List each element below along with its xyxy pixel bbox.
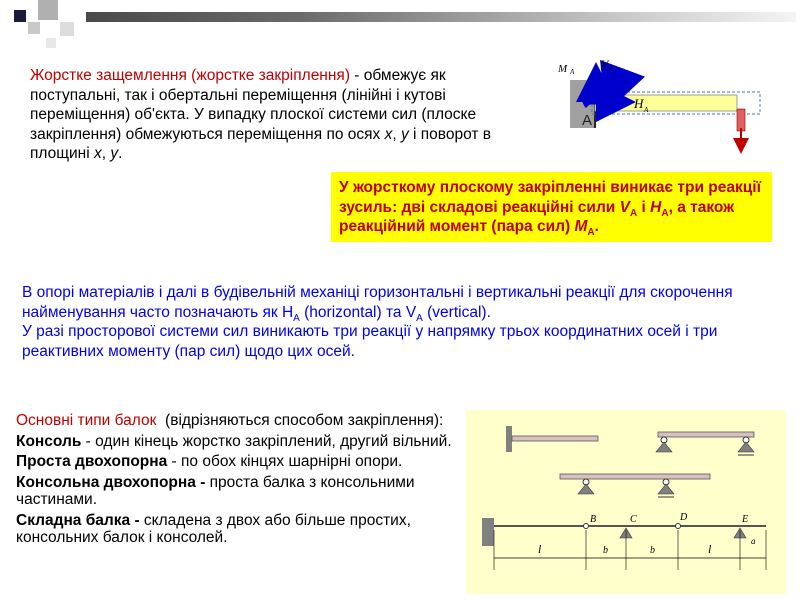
intro-comma-1: , [392, 125, 401, 143]
notation-h-word: (horizontal) та V [299, 303, 417, 321]
overhang-beam [560, 474, 710, 479]
reactions-v: V [619, 198, 630, 216]
beam-types-list [16, 412, 466, 550]
simple-beam [658, 432, 754, 437]
beam-type-desc: - один кінець жорстко закріплений, другий вільний. [81, 432, 452, 450]
reactions-and: і [637, 198, 651, 216]
label-point-a: A [582, 112, 593, 129]
reactions-end: . [594, 218, 599, 236]
intro-text-b: і поворот в площині [30, 125, 492, 163]
header-square-dark [14, 10, 26, 22]
reactions-v-sub: A [630, 207, 638, 219]
compound-hinge-d [676, 524, 681, 529]
label-vertical: V [601, 57, 609, 71]
label-c: C [630, 514, 637, 525]
beam-type-compound [16, 512, 466, 547]
label-horizontal: H [634, 96, 644, 111]
dim-label-a: a [751, 536, 756, 546]
intro-axis-x2: х [93, 145, 102, 163]
beam-type-overhang [16, 474, 466, 509]
beam-type-simple [16, 453, 466, 471]
cantilever-wall [506, 426, 512, 452]
reactions-text-b: , а також реакційний момент (пара сил) [339, 198, 735, 236]
notation-v-sub: A [416, 312, 423, 324]
load-stem [737, 109, 745, 131]
dim-label-b2: b [650, 545, 655, 556]
label-moment-sub: A [570, 68, 575, 76]
header-square-grey [38, 0, 58, 20]
intro-comma-2: , [101, 145, 111, 163]
label-d: D [680, 512, 688, 523]
reactions-m-sub: A [587, 227, 595, 239]
reactions-h-sub: A [661, 207, 669, 219]
header-square-light [28, 22, 40, 34]
beam-type-desc: проста балка з консольними частинами. [16, 473, 415, 508]
label-horizontal-sub: A [644, 106, 649, 114]
intro-paragraph [30, 66, 518, 164]
label-e: E [742, 514, 749, 525]
reactions-box [331, 172, 772, 242]
beam-types-heading [16, 412, 466, 430]
notation-v-word: (vertical). [422, 303, 491, 321]
notation-text-a: В опорі матеріалів і далі в будівельній механіці горизонтальні і вертикальні реакції для скорочення найменування часто позначають як H [22, 284, 733, 321]
dim-label-b1: b [603, 545, 608, 556]
reactions-m: M [574, 218, 588, 236]
beam-type-term: Складна балка - [16, 511, 140, 529]
intro-term: Жорстке защемлення (жорстке закріплення) [30, 67, 350, 84]
overhang-support-left [578, 484, 594, 494]
label-vertical-sub: A [609, 65, 614, 73]
beam-type-cantilever [16, 433, 466, 451]
fixed-support-diagram [548, 52, 768, 156]
notation-paragraph [22, 283, 782, 361]
notation-h-sub: A [293, 312, 300, 324]
header-square-pale [60, 22, 74, 36]
intro-axis-y2: у [110, 145, 119, 163]
intro-text-a: - обмежує як поступальні, так і обертальні переміщення (лінійні і кутові переміщення) об'єкта. У випадку плоскої системи сил (плоске закріплення) обмежуються переміщення по осях [30, 67, 477, 143]
beams-diagram [466, 410, 786, 594]
label-b: B [590, 514, 597, 525]
header-square-faint [46, 38, 56, 48]
compound-hinge-b [584, 524, 589, 529]
notation-line-1 [22, 283, 782, 322]
beam-type-term: Консоль [16, 432, 82, 450]
beam-type-desc: - по обох кінцях шарнірні опори. [167, 453, 403, 470]
beam-type-desc: складена з двох або більше простих, консольних балок і консолей. [16, 511, 411, 546]
reactions-h: H [650, 198, 662, 216]
beams-figure-panel [466, 410, 786, 594]
dim-label-l2: l [708, 542, 712, 556]
label-moment: M [558, 63, 568, 75]
simple-support-right [738, 442, 754, 452]
intro-axis-x: х [384, 125, 393, 143]
overhang-support-right [658, 484, 674, 494]
cantilever-beam [512, 436, 598, 441]
compound-wall [482, 518, 494, 546]
beam-type-term: Проста двохопорна [16, 453, 168, 470]
beam-type-term: Консольна двохопорна - [16, 473, 206, 491]
dim-label-l1: l [538, 542, 542, 556]
simple-support-left [656, 442, 672, 452]
reactions-text-a: У жорсткому плоскому закріпленні виникає три реакції зусиль: дві складові реакційні сили [339, 179, 761, 216]
intro-end: . [118, 145, 123, 163]
intro-axis-y: у [400, 125, 409, 143]
header-gradient-bar [86, 12, 796, 22]
notation-line-2: У разі просторової системи сил виникають три реакції у напрямку трьох координатних осей і три реактивних моменту (пар сил) щодо цих осей. [22, 323, 718, 360]
beam-types-heading-note: (відрізняються способом закріплення): [165, 412, 444, 429]
beam-types-heading-title: Основні типи балок [16, 412, 157, 429]
